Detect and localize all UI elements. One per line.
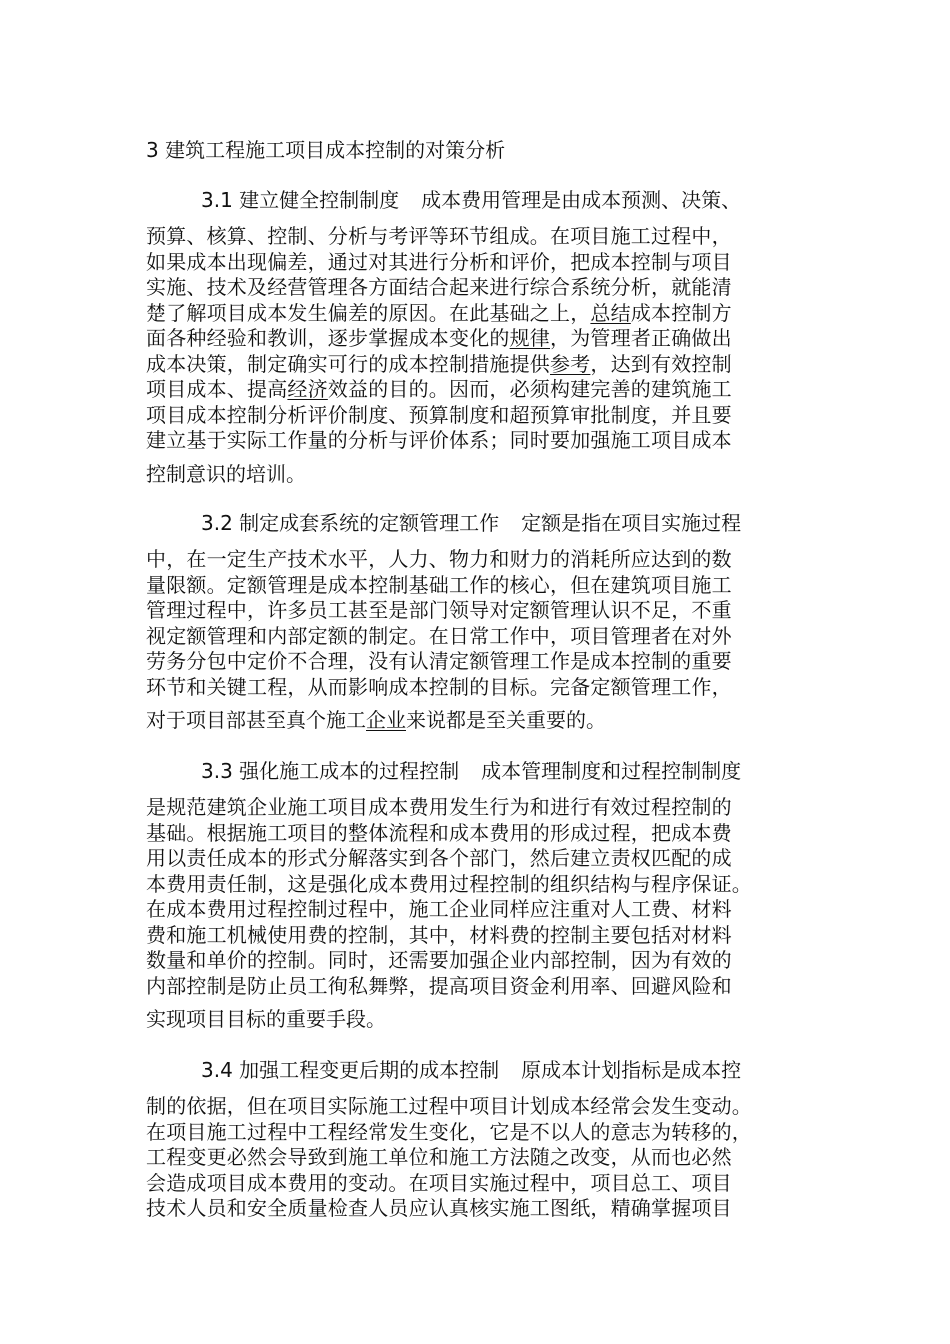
line-text: 效益的目的。因而，必须构建完善的建筑施工 [327, 377, 732, 401]
link-rule[interactable]: 规律 [509, 326, 551, 350]
paragraph-line: 本费用责任制，这是强化成本费用过程控制的组织结构与程序保证。 [146, 871, 752, 896]
paragraph-line: 用以责任成本的形式分解落实到各个部门，然后建立责权匹配的成 [146, 846, 732, 870]
line-text: 来说都是至关重要的。 [406, 708, 606, 732]
line-text: 对于项目部甚至真个施工 [146, 708, 366, 732]
paragraph-line: 会造成项目成本费用的变动。在项目实施过程中，项目总工、项目 [146, 1170, 732, 1195]
paragraph-lead-text: 成本费用管理是由成本预测、决策、 [421, 188, 742, 212]
section-3-2 [146, 509, 810, 734]
paragraph-line [146, 352, 810, 378]
paragraph-last-line: 控制意识的培训。 [146, 461, 306, 486]
paragraph-line: 内部控制是防止员工徇私舞弊，提高项目资金利用率、回避风险和 [146, 973, 732, 998]
section-number: 3.4 [201, 1058, 233, 1082]
section-number: 3.2 [201, 511, 233, 535]
section-3-1 [146, 186, 810, 487]
section-3-3 [146, 757, 810, 1033]
line-text: 成本决策，制定确实可行的成本控制措施提供 [146, 351, 550, 376]
paragraph-line: 管理过程中，许多员工甚至是部门领导对定额管理认识不足，不重 [146, 598, 732, 622]
paragraph-lead-text: 定额是指在项目实施过程 [521, 511, 742, 535]
paragraph-last-line: 实现项目目标的重要手段。 [146, 1007, 386, 1031]
paragraph-line: 是规范建筑企业施工项目成本费用发生行为和进行有效过程控制的 [146, 795, 732, 819]
paragraph-line: 技术人员和安全质量检查人员应认真核实施工图纸，精确掌握项目 [146, 1196, 732, 1220]
line-text: ，达到有效控制 [590, 351, 732, 376]
paragraph-line: 在成本费用过程控制过程中，施工企业同样应注重对人工费、材料 [146, 897, 732, 921]
paragraph-line: 量限额。定额管理是成本控制基础工作的核心，但在建筑项目施工 [146, 572, 732, 597]
paragraph-line: 劳务分包中定价不合理，没有认清定额管理工作是成本控制的重要 [146, 649, 732, 673]
line-text: 项目成本、提高 [146, 377, 288, 401]
paragraph-body [146, 547, 810, 734]
paragraph-line: 费和施工机械使用费的控制，其中，材料费的控制主要包括对材料 [146, 922, 732, 947]
section-number: 3.3 [201, 759, 233, 783]
paragraph-line: 建立基于实际工作量的分析与评价体系；同时要加强施工项目成本 [146, 428, 732, 452]
line-text: ，为管理者正确做出 [550, 326, 732, 350]
line-text: 成本控制方 [630, 300, 732, 325]
paragraph-line [146, 377, 810, 403]
paragraph-line [146, 326, 810, 352]
paragraph-line: 中，在一定生产技术水平，人力、物力和财力的消耗所应达到的数 [146, 547, 732, 571]
paragraph-line: 预算、核算、控制、分析与考评等环节组成。在项目施工过程中， [146, 224, 732, 248]
paragraph-lead [146, 757, 810, 785]
paragraph-lead [146, 186, 810, 214]
paragraph-line: 工程变更必然会导致到施工单位和施工方法随之改变，从而也必然 [146, 1145, 732, 1169]
link-economy[interactable]: 经济 [287, 377, 328, 401]
paragraph-line: 基础。根据施工项目的整体流程和成本费用的形成过程，把成本费 [146, 820, 732, 845]
paragraph-line: 实施、技术及经营管理各方面结合起来进行综合系统分析，就能清 [146, 275, 732, 299]
line-text: 面各种经验和教训，逐步掌握成本变化的 [146, 326, 510, 350]
section-title: 制定成套系统的定额管理工作 [239, 511, 500, 535]
paragraph-line: 在项目施工过程中工程经常发生变化，它是不以人的意志为转移的， [146, 1119, 752, 1144]
link-enterprise[interactable]: 企业 [366, 708, 406, 732]
paragraph-line: 环节和关键工程，从而影响成本控制的目标。完备定额管理工作， [146, 674, 732, 699]
section-number: 3.1 [201, 188, 233, 212]
section-title: 强化施工成本的过程控制 [239, 759, 460, 783]
section-title: 建立健全控制制度 [239, 188, 400, 212]
section-heading: 3 建筑工程施工项目成本控制的对策分析 [146, 138, 506, 162]
paragraph-last-line [146, 708, 810, 734]
paragraph-lead [146, 1056, 810, 1084]
paragraph-line: 项目成本控制分析评价制度、预算制度和超预算审批制度，并且要 [146, 402, 732, 427]
line-text: 楚了解项目成本发生偏差的原因。在此基础之上， [146, 300, 591, 325]
paragraph-line: 数量和单价的控制。同时，还需要加强企业内部控制，因为有效的 [146, 948, 732, 972]
section-title: 加强工程变更后期的成本控制 [239, 1058, 500, 1082]
paragraph-line: 如果成本出现偏差，通过对其进行分析和评价，把成本控制与项目 [146, 249, 732, 274]
link-reference[interactable]: 参考 [550, 351, 591, 376]
paragraph-lead [146, 509, 810, 537]
paragraph-lead-text: 原成本计划指标是成本控 [521, 1058, 742, 1082]
paragraph-body [146, 795, 810, 1033]
paragraph-body [146, 1094, 810, 1222]
paragraph-body [146, 224, 810, 487]
paragraph-lead-text: 成本管理制度和过程控制制度 [481, 759, 742, 783]
paragraph-line: 视定额管理和内部定额的制定。在日常工作中，项目管理者在对外 [146, 623, 732, 648]
section-3-4 [146, 1056, 810, 1222]
paragraph-line [146, 301, 810, 327]
paragraph-line: 制的依据，但在项目实际施工过程中项目计划成本经常会发生变动。 [146, 1094, 752, 1118]
link-summary[interactable]: 总结 [590, 300, 631, 325]
